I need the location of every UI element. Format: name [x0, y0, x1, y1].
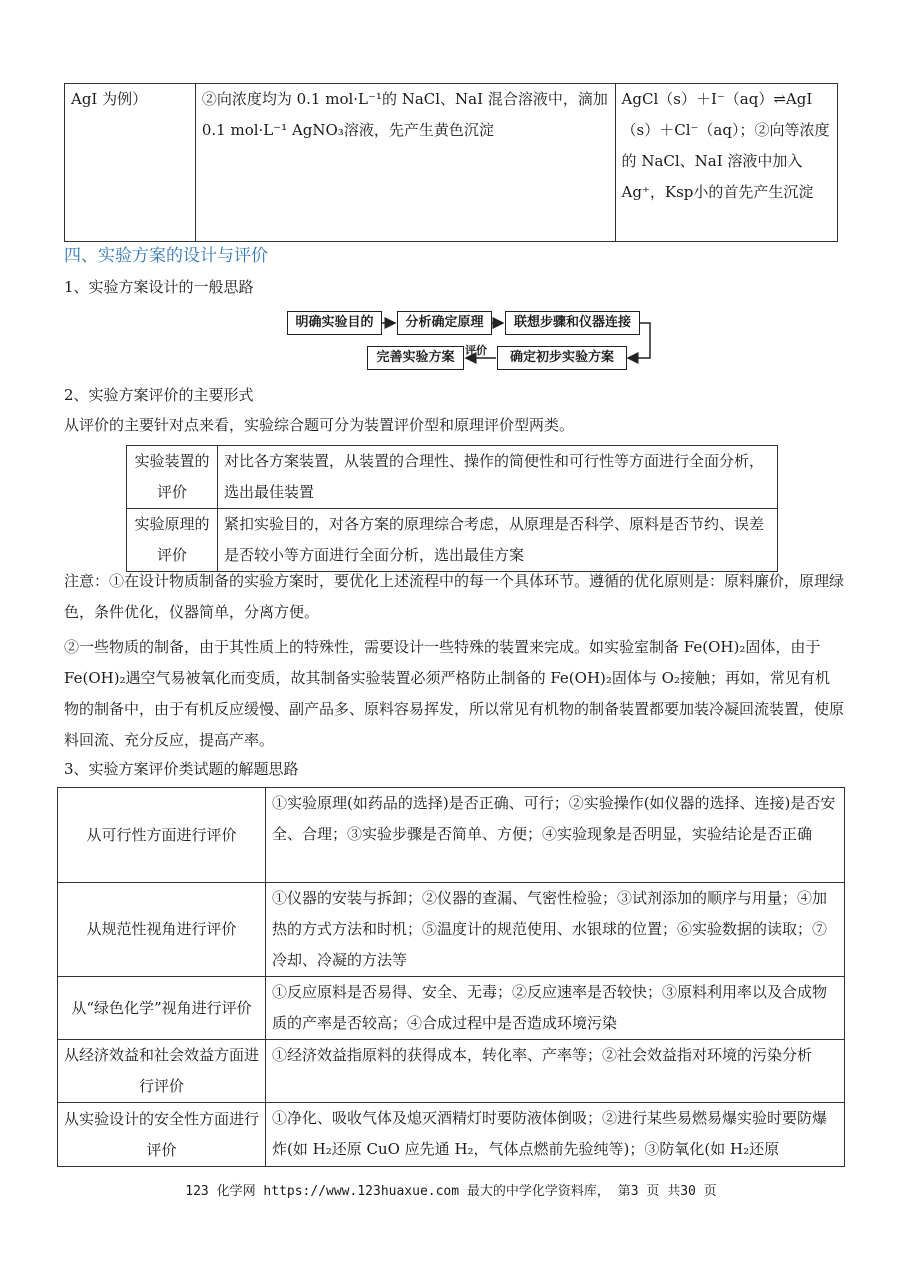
top-table-col3: AgCl（s）＋I⁻（aq）⇌AgI（s）＋Cl⁻（aq）；②向等浓度的 NaCl、NaI 溶液中加入 Ag⁺，Ksp小的首先产生沉淀	[615, 84, 837, 242]
top-table-col2: ②向浓度均为 0.1 mol·L⁻¹的 NaCl、NaI 混合溶液中，滴加 0.1 mol·L⁻¹ AgNO₃溶液，先产生黄色沉淀	[195, 84, 615, 242]
eval-body: 对比各方案装置，从装置的合理性、操作的简便性和可行性等方面进行全面分析，选出最佳装置	[218, 446, 778, 509]
flow-box-steps: 联想步骤和仪器连接	[505, 311, 640, 335]
approach-head: 从可行性方面进行评价	[58, 788, 266, 883]
table-row	[58, 883, 845, 977]
eval-body: 紧扣实验目的，对各方案的原理综合考虑，从原理是否科学、原料是否节约、误差是否较小等方面进行全面分析，选出最佳方案	[218, 509, 778, 572]
approach-body: ①净化、吸收气体及熄灭酒精灯时要防液体倒吸；②进行某些易燃易爆实验时要防爆炸(如 H₂还原 CuO 应先通 H₂，气体点燃前先验纯等)；③防氧化(如 H₂还原	[266, 1103, 845, 1167]
table-row	[58, 977, 845, 1040]
subheading-1: 1、实验方案设计的一般思路	[64, 278, 254, 296]
approach-head: 从规范性视角进行评价	[58, 883, 266, 977]
table-row	[127, 509, 778, 572]
flow-arrow-label: 评价	[465, 344, 487, 357]
eval-table	[126, 445, 778, 572]
approach-body: ①仪器的安装与拆卸；②仪器的查漏、气密性检验；③试剂添加的顺序与用量；④加热的方式方法和时机；⑤温度计的规范使用、水银球的位置；⑥实验数据的读取；⑦冷却、冷凝的方法等	[266, 883, 845, 977]
approach-head: 从实验设计的安全性方面进行评价	[58, 1103, 266, 1167]
note-2: ②一些物质的制备，由于其性质上的特殊性，需要设计一些特殊的装置来完成。如实验室制备 Fe(OH)₂固体，由于 Fe(OH)₂遇空气易被氧化而变质，故其制备实验装置必须严格防止制备的 Fe(OH)₂固体与 O₂接触；再如，常见有机物的制备中，由于有机反应缓慢、副产品多、原料容易挥发，所以常见有机物的制备装置都要加装冷凝回流装置，使原料回流、充分反应，提高产率。	[64, 638, 845, 749]
page-footer: 123 化学网 https://www.123huaxue.com 最大的中学化学资料库， 第3 页 共30 页	[185, 1184, 717, 1199]
flow-box-final: 完善实验方案	[367, 346, 464, 370]
intro-text: 从评价的主要针对点来看，实验综合题可分为装置评价型和原理评价型两类。	[64, 416, 575, 434]
flow-arrows	[280, 300, 660, 380]
subheading-3: 3、实验方案评价类试题的解题思路	[64, 760, 299, 778]
note-1: 注意：①在设计物质制备的实验方案时，要优化上述流程中的每一个具体环节。遵循的优化原则是：原料廉价，原理绿色，条件优化，仪器简单，分离方便。	[64, 572, 845, 621]
table-row	[58, 1103, 845, 1167]
table-row	[58, 788, 845, 883]
table-row	[58, 1040, 845, 1103]
approach-body: ①经济效益指原料的获得成本，转化率、产率等；②社会效益指对环境的污染分析	[266, 1040, 845, 1103]
eval-head: 实验原理的评价	[127, 509, 218, 572]
flow-box-draft: 确定初步实验方案	[497, 346, 627, 370]
subheading-2: 2、实验方案评价的主要形式	[64, 386, 254, 404]
approach-body: ①反应原料是否易得、安全、无毒；②反应速率是否较快；③原料利用率以及合成物质的产率是否较高；④合成过程中是否造成环境污染	[266, 977, 845, 1040]
top-table	[64, 83, 838, 242]
approach-head: 从“绿色化学”视角进行评价	[58, 977, 266, 1040]
section-title: 四、实验方案的设计与评价	[64, 246, 268, 266]
approach-head: 从经济效益和社会效益方面进行评价	[58, 1040, 266, 1103]
approach-body: ①实验原理(如药品的选择)是否正确、可行；②实验操作(如仪器的选择、连接)是否安全、合理；③实验步骤是否简单、方便；④实验现象是否明显，实验结论是否正确	[266, 788, 845, 883]
eval-head: 实验装置的评价	[127, 446, 218, 509]
flow-box-goal: 明确实验目的	[287, 311, 382, 335]
flow-box-principle: 分析确定原理	[397, 311, 492, 335]
top-table-col1: AgI 为例）	[65, 84, 196, 242]
table-row	[127, 446, 778, 509]
approach-table	[57, 787, 845, 1167]
